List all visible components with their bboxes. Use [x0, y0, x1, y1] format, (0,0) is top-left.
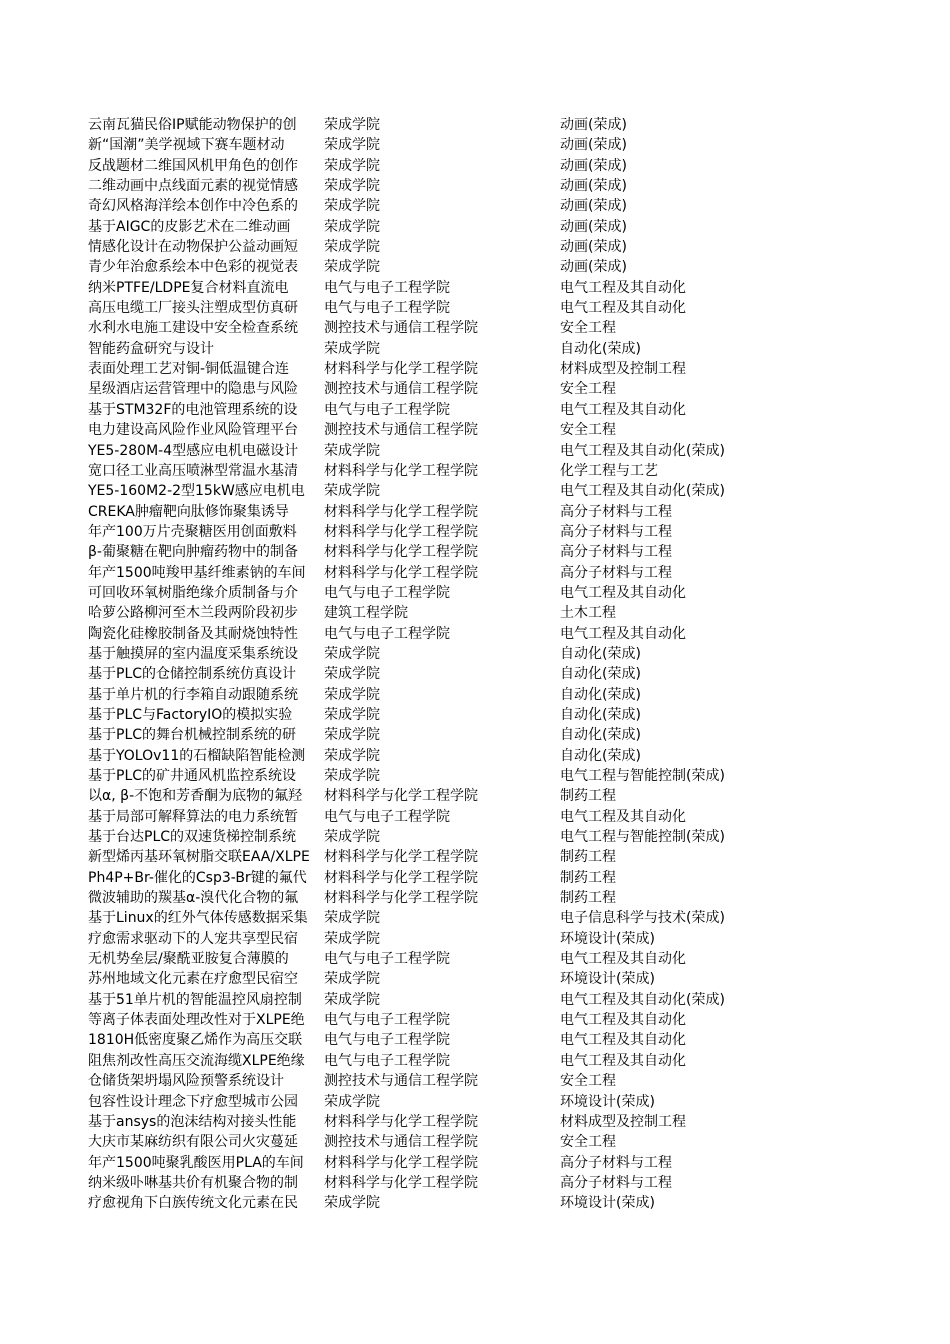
cell-major: 安全工程	[560, 422, 616, 439]
table-row	[0, 624, 950, 644]
cell-college: 材料科学与化学工程学院	[324, 849, 478, 866]
cell-major: 化学工程与工艺	[560, 462, 658, 479]
cell-thesis-title: 陶瓷化硅橡胶制备及其耐烧蚀特性	[88, 625, 298, 642]
cell-thesis-title: 纳米PTFE/LDPE复合材料直流电	[88, 279, 289, 296]
cell-thesis-title: 等离子体表面处理改性对于XLPE绝	[88, 1012, 305, 1029]
cell-thesis-title: 纳米级卟啉基共价有机聚合物的制	[88, 1174, 298, 1191]
cell-thesis-title: 可回收环氧树脂绝缘介质制备与介	[88, 584, 298, 601]
cell-thesis-title: 年产1500吨羧甲基纤维素钠的车间	[88, 564, 306, 581]
cell-college: 荣成学院	[324, 442, 380, 459]
cell-major: 高分子材料与工程	[560, 523, 672, 540]
cell-major: 高分子材料与工程	[560, 544, 672, 561]
cell-thesis-title: 无机势垒层/聚酰亚胺复合薄膜的	[88, 951, 289, 968]
cell-college: 材料科学与化学工程学院	[324, 1174, 478, 1191]
table-row	[0, 1112, 950, 1132]
table-row	[0, 1132, 950, 1152]
table-row	[0, 1030, 950, 1050]
cell-major: 自动化(荣成)	[560, 747, 641, 764]
table-row	[0, 461, 950, 481]
cell-thesis-title: 高压电缆工厂接头注塑成型仿真研	[88, 300, 298, 317]
table-body	[0, 115, 950, 1214]
cell-college: 荣成学院	[324, 971, 380, 988]
cell-college: 荣成学院	[324, 218, 380, 235]
cell-major: 高分子材料与工程	[560, 564, 672, 581]
table-row	[0, 1051, 950, 1071]
table-row	[0, 135, 950, 155]
cell-major: 动画(荣成)	[560, 157, 627, 174]
cell-thesis-title: 基于AIGC的皮影艺术在二维动画	[88, 218, 291, 235]
cell-thesis-title: 基于单片机的行李箱自动跟随系统	[88, 686, 298, 703]
cell-college: 电气与电子工程学院	[324, 300, 450, 317]
cell-thesis-title: 基于51单片机的智能温控风扇控制	[88, 991, 302, 1008]
cell-thesis-title: 基于Linux的红外气体传感数据采集	[88, 910, 308, 927]
cell-major: 动画(荣成)	[560, 117, 627, 133]
cell-college: 建筑工程学院	[324, 605, 408, 622]
table-row	[0, 196, 950, 216]
cell-college: 材料科学与化学工程学院	[324, 564, 478, 581]
cell-thesis-title: 年产100万片壳聚糖医用创面敷料	[88, 523, 297, 540]
cell-college: 材料科学与化学工程学院	[324, 503, 478, 520]
table-row	[0, 807, 950, 827]
cell-major: 动画(荣成)	[560, 137, 627, 154]
cell-major: 环境设计(荣成)	[560, 1195, 655, 1212]
table-row	[0, 725, 950, 745]
cell-thesis-title: 情感化设计在动物保护公益动画短	[88, 239, 298, 256]
cell-college: 荣成学院	[324, 340, 380, 357]
cell-thesis-title: 1810H低密度聚乙烯作为高压交联	[88, 1032, 303, 1049]
cell-college: 测控技术与通信工程学院	[324, 422, 478, 439]
cell-major: 材料成型及控制工程	[560, 1113, 686, 1130]
cell-college: 荣成学院	[324, 1195, 380, 1212]
cell-college: 材料科学与化学工程学院	[324, 890, 478, 907]
table-row	[0, 949, 950, 969]
cell-thesis-title: 青少年治愈系绘本中色彩的视觉表	[88, 259, 298, 276]
cell-thesis-title: YE5-160M2-2型15kW感应电机电	[88, 483, 305, 500]
cell-college: 荣成学院	[324, 991, 380, 1008]
cell-major: 电气工程及其自动化	[560, 808, 686, 825]
cell-college: 电气与电子工程学院	[324, 1052, 450, 1069]
cell-major: 电气工程及其自动化	[560, 279, 686, 296]
cell-college: 荣成学院	[324, 198, 380, 215]
cell-thesis-title: 基于ansys的泡沫结构对接头性能	[88, 1113, 297, 1130]
table-row	[0, 339, 950, 359]
cell-college: 荣成学院	[324, 686, 380, 703]
table-row	[0, 237, 950, 257]
cell-major: 动画(荣成)	[560, 218, 627, 235]
cell-thesis-title: 表面处理工艺对铜-铜低温键合连	[88, 361, 290, 378]
cell-major: 环境设计(荣成)	[560, 971, 655, 988]
cell-major: 安全工程	[560, 320, 616, 337]
table-row	[0, 929, 950, 949]
cell-college: 荣成学院	[324, 259, 380, 276]
cell-college: 电气与电子工程学院	[324, 951, 450, 968]
table-row	[0, 522, 950, 542]
cell-thesis-title: 反战题材二维国风机甲角色的创作	[88, 157, 298, 174]
cell-major: 电气工程及其自动化	[560, 401, 686, 418]
table-row	[0, 502, 950, 522]
cell-major: 自动化(荣成)	[560, 666, 641, 683]
table-row	[0, 705, 950, 725]
table-row	[0, 685, 950, 705]
cell-thesis-title: 基于PLC的舞台机械控制系统的研	[88, 727, 297, 744]
cell-college: 荣成学院	[324, 930, 380, 947]
cell-college: 荣成学院	[324, 829, 380, 846]
table-row	[0, 664, 950, 684]
cell-major: 电气工程及其自动化	[560, 1032, 686, 1049]
cell-major: 动画(荣成)	[560, 239, 627, 256]
cell-major: 环境设计(荣成)	[560, 1093, 655, 1110]
table-row	[0, 827, 950, 847]
cell-major: 环境设计(荣成)	[560, 930, 655, 947]
cell-thesis-title: 二维动画中点线面元素的视觉情感	[88, 178, 298, 195]
table-row	[0, 359, 950, 379]
cell-major: 自动化(荣成)	[560, 340, 641, 357]
cell-college: 荣成学院	[324, 910, 380, 927]
table-row	[0, 420, 950, 440]
cell-college: 荣成学院	[324, 706, 380, 723]
cell-major: 自动化(荣成)	[560, 727, 641, 744]
cell-major: 电气工程及其自动化	[560, 1012, 686, 1029]
cell-college: 电气与电子工程学院	[324, 584, 450, 601]
table-row	[0, 318, 950, 338]
cell-college: 荣成学院	[324, 645, 380, 662]
cell-thesis-title: 基于PLC的矿井通风机监控系统设	[88, 768, 297, 784]
cell-major: 动画(荣成)	[560, 198, 627, 215]
cell-major: 制药工程	[560, 849, 616, 866]
table-row	[0, 115, 950, 135]
cell-college: 材料科学与化学工程学院	[324, 1113, 478, 1130]
cell-college: 荣成学院	[324, 137, 380, 154]
cell-college: 材料科学与化学工程学院	[324, 361, 478, 378]
cell-thesis-title: 基于触摸屏的室内温度采集系统设	[88, 645, 298, 662]
cell-major: 自动化(荣成)	[560, 706, 641, 723]
cell-college: 电气与电子工程学院	[324, 401, 450, 418]
cell-thesis-title: 基于STM32F的电池管理系统的设	[88, 401, 298, 418]
table-row	[0, 847, 950, 867]
cell-thesis-title: 年产1500吨聚乳酸医用PLA的车间	[88, 1154, 304, 1171]
table-row	[0, 603, 950, 623]
cell-thesis-title: 哈萝公路柳河至木兰段两阶段初步	[88, 605, 298, 622]
cell-college: 荣成学院	[324, 239, 380, 256]
table-row	[0, 583, 950, 603]
cell-college: 电气与电子工程学院	[324, 625, 450, 642]
table-row	[0, 400, 950, 420]
cell-college: 荣成学院	[324, 1093, 380, 1110]
cell-college: 材料科学与化学工程学院	[324, 788, 478, 805]
table-row	[0, 1092, 950, 1112]
cell-major: 安全工程	[560, 1073, 616, 1090]
cell-thesis-title: 电力建设高风险作业风险管理平台	[88, 422, 298, 439]
table-row	[0, 888, 950, 908]
cell-major: 高分子材料与工程	[560, 503, 672, 520]
cell-thesis-title: 奇幻风格海洋绘本创作中冷色系的	[88, 198, 298, 215]
table-row	[0, 1010, 950, 1030]
cell-major: 电气工程及其自动化(荣成)	[560, 483, 725, 500]
cell-major: 自动化(荣成)	[560, 686, 641, 703]
cell-thesis-title: 水利水电施工建设中安全检查系统	[88, 320, 298, 337]
table-row	[0, 441, 950, 461]
cell-college: 荣成学院	[324, 483, 380, 500]
cell-college: 电气与电子工程学院	[324, 808, 450, 825]
cell-thesis-title: 疗愈需求驱动下的人宠共享型民宿	[88, 930, 298, 947]
table-row	[0, 298, 950, 318]
cell-major: 高分子材料与工程	[560, 1174, 672, 1191]
cell-major: 土木工程	[560, 605, 616, 622]
cell-college: 荣成学院	[324, 157, 380, 174]
cell-thesis-title: 大庆市某麻纺织有限公司火灾蔓延	[88, 1134, 298, 1151]
cell-major: 电气工程及其自动化	[560, 584, 686, 601]
cell-thesis-title: 新型烯丙基环氧树脂交联EAA/XLPE	[88, 849, 310, 866]
cell-major: 制药工程	[560, 788, 616, 805]
cell-college: 电气与电子工程学院	[324, 1032, 450, 1049]
cell-major: 电气工程及其自动化	[560, 1052, 686, 1069]
cell-thesis-title: 包容性设计理念下疗愈型城市公园	[88, 1093, 298, 1110]
table-row	[0, 257, 950, 277]
cell-thesis-title: 阻焦剂改性高压交流海缆XLPE绝缘	[88, 1052, 305, 1069]
cell-thesis-title: 苏州地域文化元素在疗愈型民宿空	[88, 971, 298, 988]
cell-thesis-title: 微波辅助的羰基α-溴代化合物的氟	[88, 890, 299, 907]
table-row	[0, 156, 950, 176]
cell-thesis-title: 基于PLC与FactoryIO的模拟实验	[88, 706, 293, 723]
cell-college: 荣成学院	[324, 727, 380, 744]
cell-thesis-title: 新“国潮”美学视域下赛车题材动	[88, 137, 285, 154]
table-row	[0, 746, 950, 766]
table-row	[0, 1193, 950, 1213]
table-row	[0, 786, 950, 806]
cell-college: 测控技术与通信工程学院	[324, 1073, 478, 1090]
cell-major: 动画(荣成)	[560, 178, 627, 195]
table-row	[0, 868, 950, 888]
cell-major: 电气工程及其自动化(荣成)	[560, 991, 725, 1008]
cell-major: 电子信息科学与技术(荣成)	[560, 910, 725, 927]
cell-major: 电气工程及其自动化(荣成)	[560, 442, 725, 459]
cell-college: 电气与电子工程学院	[324, 279, 450, 296]
table-row	[0, 563, 950, 583]
cell-major: 高分子材料与工程	[560, 1154, 672, 1171]
cell-college: 测控技术与通信工程学院	[324, 320, 478, 337]
cell-college: 材料科学与化学工程学院	[324, 462, 478, 479]
cell-college: 荣成学院	[324, 666, 380, 683]
table-row	[0, 1153, 950, 1173]
cell-major: 电气工程与智能控制(荣成)	[560, 829, 725, 846]
cell-thesis-title: 基于局部可解释算法的电力系统暂	[88, 808, 298, 825]
cell-thesis-title: 基于台达PLC的双速货梯控制系统	[88, 829, 297, 846]
cell-thesis-title: 基于YOLOv11的石榴缺陷智能检测	[88, 747, 306, 764]
cell-thesis-title: Ph4P+Br-催化的Csp3-Br键的氟代	[88, 869, 307, 886]
cell-thesis-title: 云南瓦猫民俗IP赋能动物保护的创	[88, 117, 297, 133]
cell-thesis-title: 智能药盒研究与设计	[88, 340, 214, 357]
table-row	[0, 278, 950, 298]
cell-thesis-title: YE5-280M-4型感应电机电磁设计	[88, 442, 299, 459]
cell-college: 荣成学院	[324, 117, 380, 133]
cell-college: 荣成学院	[324, 178, 380, 195]
cell-thesis-title: 宽口径工业高压喷淋型常温水基清	[88, 462, 298, 479]
cell-major: 电气工程与智能控制(荣成)	[560, 768, 725, 784]
cell-thesis-title: CREKA肿瘤靶向肽修饰聚集诱导	[88, 503, 289, 520]
cell-major: 制药工程	[560, 890, 616, 907]
table-row	[0, 766, 950, 786]
cell-thesis-title: 疗愈视角下白族传统文化元素在民	[88, 1195, 298, 1212]
cell-college: 测控技术与通信工程学院	[324, 381, 478, 398]
cell-major: 安全工程	[560, 381, 616, 398]
cell-thesis-title: β-葡聚糖在靶向肿瘤药物中的制备	[88, 544, 298, 561]
cell-college: 荣成学院	[324, 768, 380, 784]
cell-thesis-title: 星级酒店运营管理中的隐患与风险	[88, 381, 298, 398]
table-row	[0, 481, 950, 501]
cell-thesis-title: 基于PLC的仓储控制系统仿真设计	[88, 666, 297, 683]
cell-major: 电气工程及其自动化	[560, 951, 686, 968]
table-row	[0, 1071, 950, 1091]
table-row	[0, 908, 950, 928]
cell-thesis-title: 以α, β-不饱和芳香酮为底物的氟羟	[88, 788, 303, 805]
table-row	[0, 1173, 950, 1193]
cell-college: 材料科学与化学工程学院	[324, 544, 478, 561]
table-row	[0, 969, 950, 989]
table-row	[0, 644, 950, 664]
cell-college: 电气与电子工程学院	[324, 1012, 450, 1029]
cell-college: 材料科学与化学工程学院	[324, 523, 478, 540]
cell-thesis-title: 仓储货架坍塌风险预警系统设计	[88, 1073, 284, 1090]
table-row	[0, 217, 950, 237]
cell-major: 电气工程及其自动化	[560, 625, 686, 642]
cell-college: 材料科学与化学工程学院	[324, 1154, 478, 1171]
table-row	[0, 990, 950, 1010]
cell-major: 安全工程	[560, 1134, 616, 1151]
cell-major: 材料成型及控制工程	[560, 361, 686, 378]
cell-major: 电气工程及其自动化	[560, 300, 686, 317]
cell-college: 材料科学与化学工程学院	[324, 869, 478, 886]
table-row	[0, 542, 950, 562]
table-row	[0, 176, 950, 196]
cell-major: 制药工程	[560, 869, 616, 886]
cell-major: 动画(荣成)	[560, 259, 627, 276]
cell-college: 荣成学院	[324, 747, 380, 764]
cell-college: 测控技术与通信工程学院	[324, 1134, 478, 1151]
cell-major: 自动化(荣成)	[560, 645, 641, 662]
table-row	[0, 379, 950, 399]
